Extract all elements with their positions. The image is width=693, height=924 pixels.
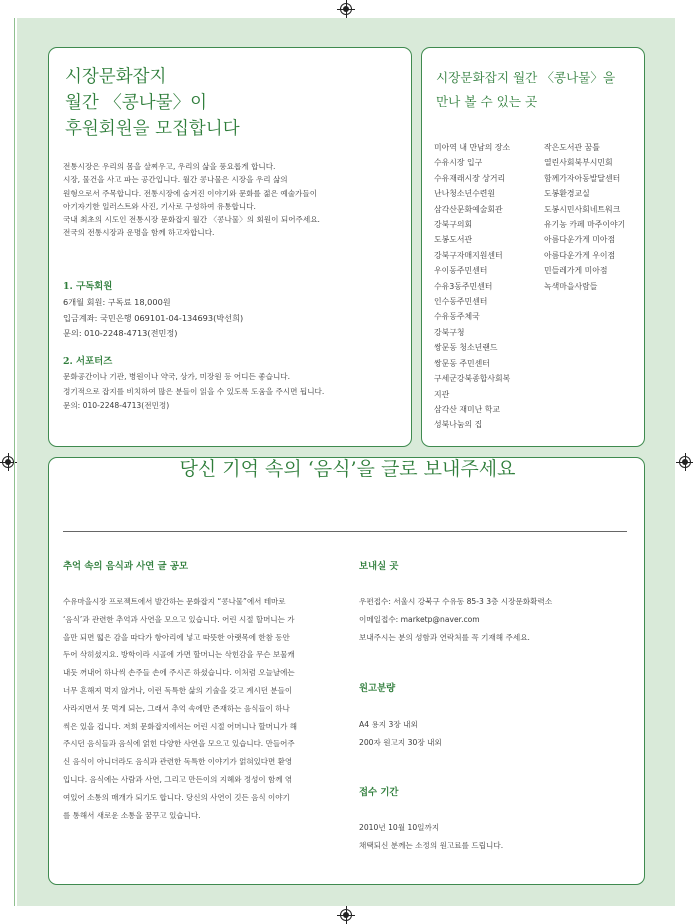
submission-title: 당신 기억 속의 ‘음식’을 글로 보내주세요: [179, 458, 516, 480]
location-item: 민들레가게 미아점: [544, 266, 608, 276]
location-item: 수유시장 입구: [434, 158, 483, 168]
location-item: 강북구의회: [434, 220, 473, 230]
contest-body-line: 씩은 있을 겁니다. 저희 문화잡지에서는 어린 시절 어머니나 할머니가 해: [63, 721, 297, 731]
subscriber-line: 입금계좌: 국민은행 069101-04-134693(박선희): [63, 312, 244, 323]
location-item: 미아역 내 만남의 장소: [434, 143, 511, 152]
supporters-line: 정기적으로 잡지를 비치하여 많은 분들이 읽을 수 있도록 도움을 주시면 됩니다.: [63, 386, 325, 396]
send-to-details: [359, 593, 552, 646]
period-heading: 접수 기간: [359, 787, 399, 798]
supporters-heading: 2. 서포터즈: [63, 356, 113, 367]
location-item: 쌍문동 주민센터: [434, 358, 490, 368]
contest-body: [63, 593, 297, 824]
contest-body-line: 입니다. 음식에는 사람과 사연, 그리고 만든이의 지혜와 정성이 함께 엮: [63, 774, 293, 784]
intro-line: 시장, 물건을 사고 파는 공간입니다. 월간 콩나물은 시장을 우리 삶의: [63, 175, 288, 185]
intro-line: 전통시장은 우리의 몸을 살찌우고, 우리의 삶을 풍요롭게 합니다.: [63, 162, 276, 171]
contest-body-line: 여있어 소통의 매개가 되기도 합니다. 당신의 사연이 깃든 음식 이야기: [63, 792, 290, 802]
supporters-line: 문화공간이나 기관, 병원이나 약국, 상가, 미장원 등 어디든 좋습니다.: [63, 372, 291, 381]
membership-title-line: 월간 〈콩나물〉이: [65, 93, 207, 113]
location-item: 도봉도서관: [434, 235, 473, 245]
location-item: 성북나눔의 집: [434, 420, 483, 430]
send-to-line: 이메일접수: marketp@naver.com: [359, 614, 480, 624]
length-line: A4 용지 3장 내외: [359, 720, 418, 729]
location-item: 강북구자매지원센터: [434, 250, 503, 260]
subscriber-details: [63, 295, 243, 342]
registration-mark-bottom: [340, 909, 352, 921]
location-item: 쌍문동 청소년랜드: [434, 343, 498, 353]
location-item: 수유3동주민센터: [434, 281, 493, 291]
length-details: [359, 716, 442, 752]
locations-title-line: 시장문화잡지 월간 〈콩나물〉을: [436, 70, 616, 85]
location-item: 아름다운가게 미아점: [544, 235, 616, 245]
membership-title: [65, 64, 240, 142]
locations-title: [436, 66, 615, 114]
send-to-line: 보내주시는 분의 성함과 연락처를 꼭 기재해 주세요.: [359, 632, 530, 642]
contest-body-line: 사라지면서 못 먹게 되는, 그래서 추억 속에만 존재하는 음식들이 하나: [63, 703, 290, 713]
location-item: 삼각산문화예술회관: [434, 204, 503, 214]
intro-line: 아기자기한 일러스트와 사진, 기사로 구성하여 유통합니다.: [63, 201, 256, 211]
contest-body-line: 주시던 음식들과 음식에 얽힌 다양한 사연을 모으고 있습니다. 만들어주: [63, 739, 295, 749]
subscriber-line: 6개월 회원: 구독료 18,000원: [63, 297, 171, 307]
locations-title-line: 만나 볼 수 있는 곳: [436, 94, 538, 109]
contest-body-line: 두어 삭히셨지요. 방학이라 시골에 가면 할머니는 삭힌감을 무슨 보물캐: [63, 650, 295, 660]
membership-title-line: 후원회원을 모집합니다: [65, 119, 240, 139]
page-left-edge-line: [14, 18, 15, 906]
location-item: 난나청소년수련원: [434, 189, 495, 199]
contest-body-line: 너무 흔해져 먹지 않거나, 이런 독특한 삶의 기술을 갖고 계시던 분들이: [63, 685, 293, 695]
location-item: 함께가자아동발달센터: [544, 173, 621, 183]
supporters-details: [63, 370, 324, 414]
title-divider: [63, 531, 627, 532]
location-item: 열린사회북부시민회: [544, 158, 613, 168]
location-item: 인수동주민센터: [434, 297, 488, 307]
membership-title-line: 시장문화잡지: [65, 67, 167, 87]
subscriber-heading: 1. 구독회원: [63, 281, 113, 292]
membership-card: [48, 47, 412, 447]
length-line: 200자 원고지 30장 내외: [359, 737, 442, 747]
period-line: 2010년 10월 10일까지: [359, 823, 440, 832]
period-details: [359, 819, 503, 855]
location-item: 구세군강북종합사회복: [434, 374, 511, 384]
subscriber-line: 문의: 010-2248-4713(전민정): [63, 328, 178, 338]
contest-body-line: ‘음식’과 관련한 추억과 사연을 모으고 있습니다. 어린 시절 할머니는 가: [63, 614, 295, 624]
location-item: 강북구청: [434, 327, 465, 337]
contest-body-line: 를 통해서 새로운 소통을 꿈꾸고 있습니다.: [63, 810, 201, 820]
location-item: 녹색마을사람들: [544, 281, 598, 291]
location-item: 삼각산 재미난 학교: [434, 404, 500, 414]
location-item: 도봉환경교실: [544, 189, 590, 199]
location-item: 우이동주민센터: [434, 266, 488, 276]
location-item: 지관: [434, 389, 450, 399]
contest-heading: 추억 속의 음식과 사연 글 공모: [63, 561, 188, 572]
intro-line: 전국의 전통시장과 운명을 함께 하고자합니다.: [63, 228, 215, 238]
membership-intro: [63, 160, 320, 240]
contest-body-line: 신 음식이 아니더라도 음식과 관련한 독특한 이야기가 얽혀있다면 환영: [63, 757, 293, 767]
contest-body-line: 을만 되면 떫은 감을 따다가 항아리에 넣고 따뜻한 아랫목에 한참 동안: [63, 632, 290, 642]
submission-card: [48, 457, 645, 885]
registration-mark-right: [679, 456, 691, 468]
supporters-line: 문의: 010-2248-4713(전민정): [63, 401, 170, 410]
intro-line: 국내 최초의 시도인 전통시장 문화잡지 월간 〈콩나물〉의 회원이 되어주세요.: [63, 215, 320, 225]
intro-line: 원형으로서 주목합니다. 전통시장에 숨겨진 이야기와 문화를 젊은 예술가들이: [63, 188, 318, 198]
location-item: 유기농 카페 마주이야기: [544, 220, 626, 230]
period-line: 채택되신 분께는 소정의 원고료를 드립니다.: [359, 840, 504, 850]
contest-body-line: 내듯 꺼내어 하나씩 손주들 손에 주시곤 하셨습니다. 이처럼 오늘날에는: [63, 668, 295, 678]
contest-body-line: 수유마을시장 프로젝트에서 발간하는 문화잡지 “콩나물”에서 테마로: [63, 597, 286, 606]
location-item: 수유동주체국: [434, 312, 480, 322]
location-item: 도봉시민사회네트워크: [544, 204, 621, 214]
length-heading: 원고분량: [359, 683, 396, 694]
registration-mark-left: [2, 456, 14, 468]
registration-mark-top: [340, 3, 352, 15]
location-item: 아름다운가게 우이점: [544, 250, 616, 260]
locations-card: [421, 47, 645, 447]
location-item: 작은도서관 꿈틀: [544, 143, 600, 152]
location-item: 수유재래시장 상거리: [434, 173, 506, 183]
locations-list-right: [544, 140, 625, 294]
locations-list-left: [434, 140, 510, 433]
send-to-heading: 보내실 곳: [359, 561, 399, 572]
send-to-line: 우편접수: 서울시 강북구 수유동 85-3 3층 시장문화확력소: [359, 597, 553, 606]
